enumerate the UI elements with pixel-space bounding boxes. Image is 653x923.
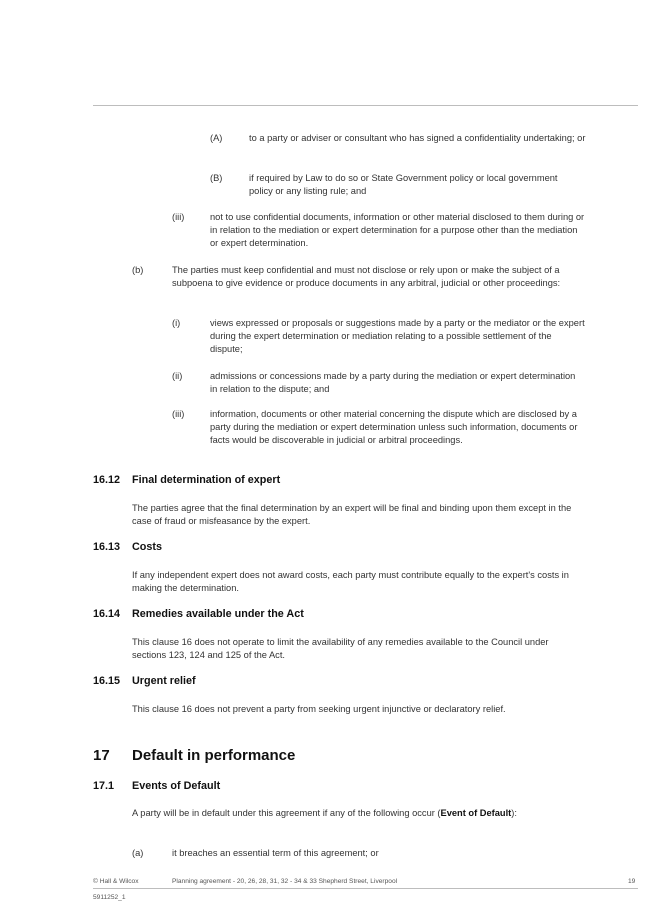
section-heading: Events of Default: [132, 780, 221, 792]
item-text: information, documents or other material concerning the dispute which are disclosed by a party during the mediation or expert determination unless such information, documents or facts would be discoverable in judicial or arbitral proceedings.: [210, 409, 578, 445]
page-number: 19: [628, 878, 636, 885]
item-text: to a party or adviser or consultant who has signed a confidentiality undertaking; or: [249, 133, 586, 143]
item-number: (A): [210, 133, 223, 143]
section-body: This clause 16 does not operate to limit the availability of any remedies available to the Council under sections 123, 124 and 125 of the Act.: [132, 637, 549, 660]
section-heading: Urgent relief: [132, 675, 196, 687]
item-text: if required by Law to do so or State Government policy or local government policy or any listing rule; and: [249, 173, 558, 196]
item-text: not to use confidential documents, information or other material disclosed to them during or in relation to the mediation or expert determination for a purpose other than the mediation or expert determination.: [210, 212, 585, 248]
item-number: (i): [172, 318, 181, 328]
section-heading: Costs: [132, 541, 162, 553]
section-body: This clause 16 does not prevent a party from seeking urgent injunctive or declaratory relief.: [132, 704, 506, 714]
footer-rule: [93, 888, 638, 889]
item-text: it breaches an essential term of this agreement; or: [172, 848, 379, 858]
item-number: (iii): [172, 212, 185, 222]
section-body: The parties agree that the final determination by an expert will be final and binding upon them except in the case of fraud or misfeasance by the expert.: [132, 503, 572, 526]
section-number: 16.15: [93, 675, 121, 687]
item-number: (b): [132, 265, 144, 275]
item-text: views expressed or proposals or suggestions made by a party or the mediator or the expert during the expert determination or mediation relating to a possible settlement of the dispute;: [210, 318, 585, 354]
header-rule: [93, 105, 638, 106]
clause-number: 17: [93, 747, 110, 764]
section-number: 16.13: [93, 541, 121, 553]
section-heading: Final determination of expert: [132, 474, 281, 486]
item-number: (ii): [172, 371, 183, 381]
item-number: (iii): [172, 409, 185, 419]
clause-heading: Default in performance: [132, 747, 296, 764]
footer-firm: © Hall & Wilcox: [93, 878, 139, 885]
item-text: The parties must keep confidential and must not disclose or rely upon or make the subject of a subpoena to give evidence or produce documents in any arbitral, judicial or other proceedings:: [172, 265, 561, 288]
section-number: 17.1: [93, 780, 115, 792]
section-body: If any independent expert does not award costs, each party must contribute equally to the expert's costs in making the determination.: [132, 570, 569, 593]
section-number: 16.12: [93, 474, 121, 486]
section-number: 16.14: [93, 608, 121, 620]
defined-term: Event of Default: [440, 808, 512, 818]
item-number: (B): [210, 173, 223, 183]
section-body: A party will be in default under this agreement if any of the following occur (Event of Default):: [132, 808, 517, 818]
section-heading: Remedies available under the Act: [132, 608, 304, 620]
footer-reference: 5911252_1: [93, 894, 126, 901]
footer-document-title: Planning agreement - 20, 26, 28, 31, 32 - 34 & 33 Shepherd Street, Liverpool: [172, 878, 398, 885]
item-text: admissions or concessions made by a party during the mediation or expert determination in relation to the dispute; and: [210, 371, 576, 394]
item-number: (a): [132, 848, 144, 858]
